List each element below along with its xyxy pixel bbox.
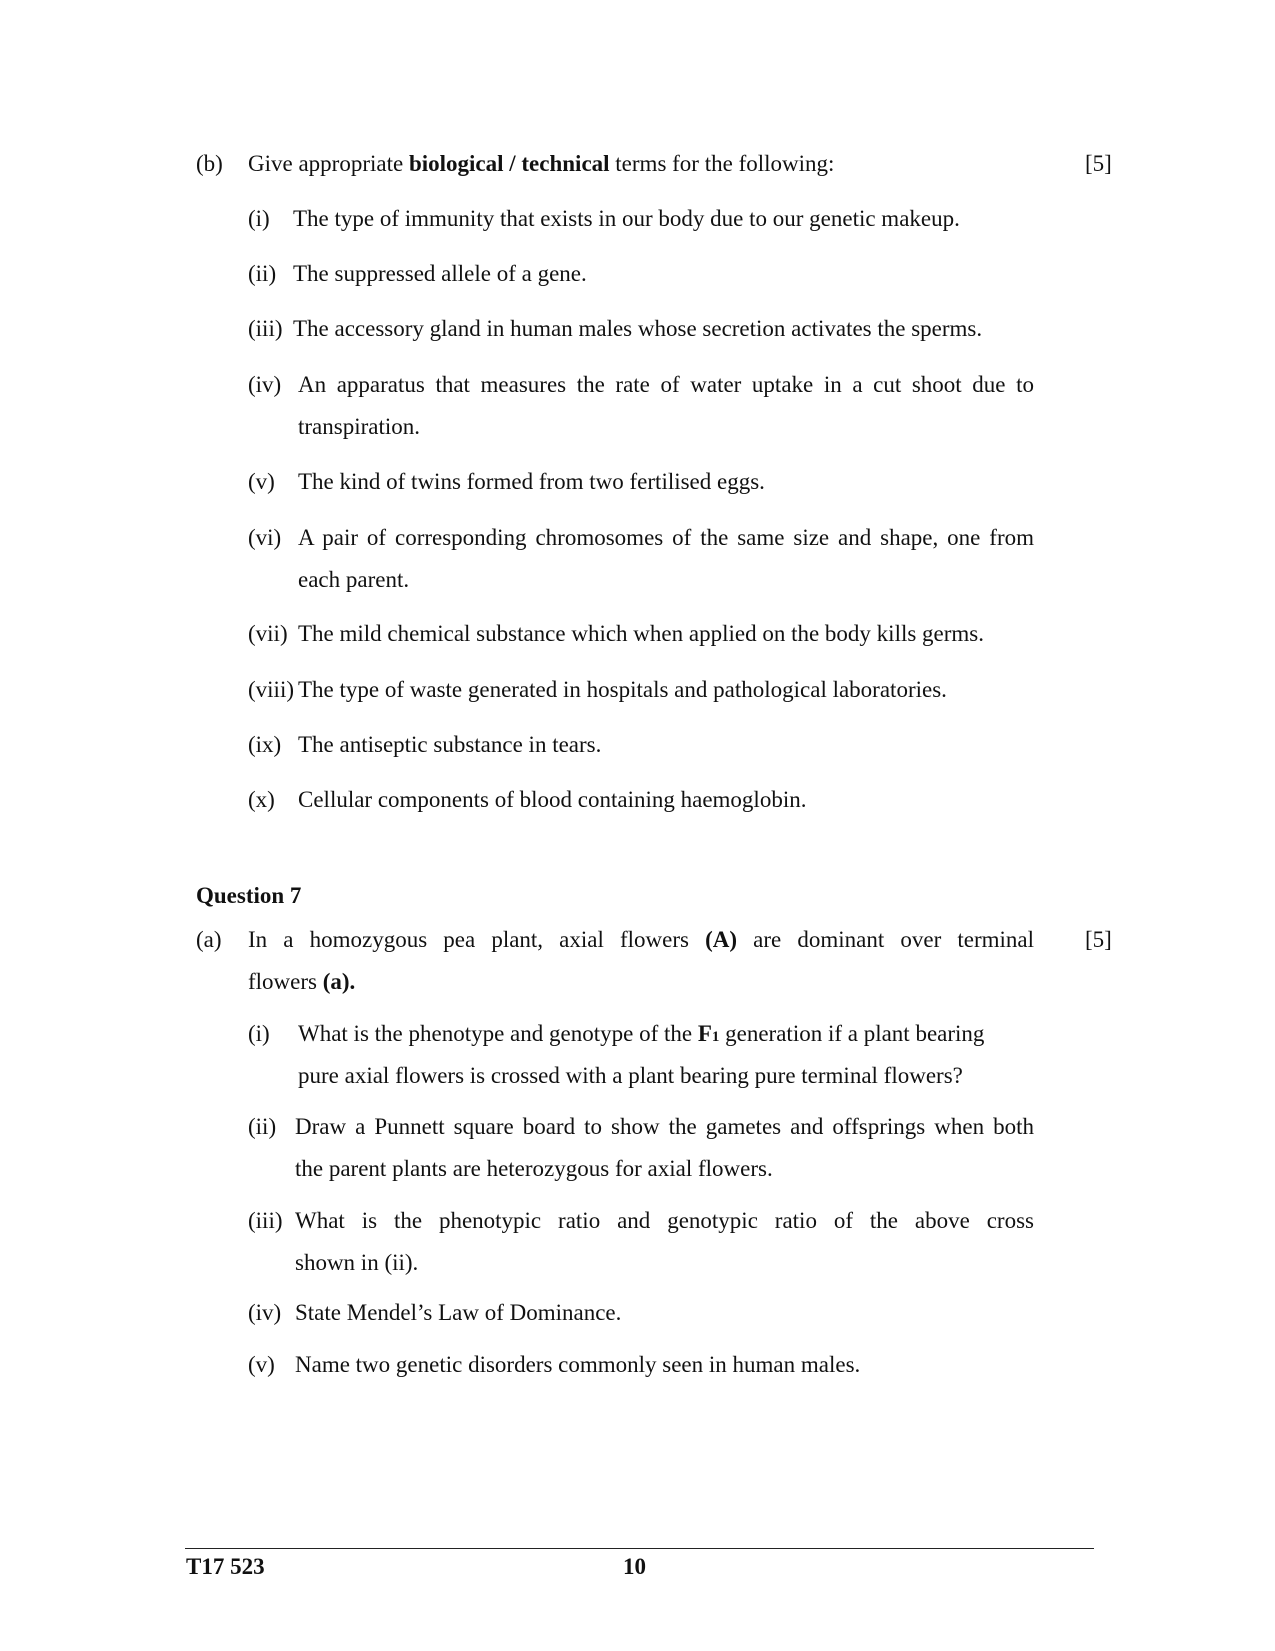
line1-bold: (A) — [705, 927, 738, 952]
b-item-text-cont: transpiration. — [298, 414, 420, 439]
b-item-num: (i) — [248, 206, 270, 231]
b-item-text: The kind of twins formed from two fertilised eggs. — [298, 469, 765, 494]
b-item-text: The accessory gland in human males whose secretion activates the sperms. — [293, 316, 983, 341]
a-item-text: State Mendel’s Law of Dominance. — [295, 1300, 622, 1325]
intro-bold: biological / technical — [408, 151, 610, 176]
part-a-marks: [5] — [1085, 927, 1112, 952]
intro-pre: Give appropriate — [248, 151, 404, 176]
b-item-text: A pair of corresponding chromosomes of the same size and shape, one from — [298, 525, 1034, 550]
b-item-num: (v) — [248, 469, 275, 494]
part-a-line2 — [248, 970, 355, 993]
a-item-num: (v) — [248, 1352, 275, 1377]
a-item-text — [298, 1022, 984, 1045]
b-item-text: The antiseptic substance in tears. — [298, 732, 602, 757]
page-number: 10 — [623, 1554, 646, 1579]
question-heading: Question 7 — [196, 883, 302, 908]
b-item-text: The suppressed allele of a gene. — [293, 261, 587, 286]
line1-b: are dominant over terminal — [753, 927, 1034, 952]
b-item-num: (vi) — [248, 525, 282, 550]
b-item-num: (iv) — [248, 372, 282, 397]
a-item-num: (i) — [248, 1021, 270, 1046]
a-item-bold — [698, 1021, 720, 1046]
part-a-line1 — [248, 928, 1034, 951]
b-item-num: (iii) — [248, 316, 283, 341]
part-b-marks: [5] — [1085, 151, 1112, 176]
a-item-text-cont: pure axial flowers is crossed with a plant bearing pure terminal flowers? — [298, 1063, 963, 1088]
a-item-text: Name two genetic disorders commonly seen in human males. — [295, 1352, 861, 1377]
a-item-text-cont: shown in (ii). — [295, 1250, 419, 1275]
b-item-num: (x) — [248, 787, 275, 812]
b-item-text: The type of waste generated in hospitals and pathological laboratories. — [298, 677, 947, 702]
footer-divider — [185, 1548, 1094, 1549]
a-item-num: (iii) — [248, 1208, 283, 1233]
line1-a: In a homozygous pea plant, axial flowers — [248, 927, 689, 952]
line2-a: flowers — [248, 969, 317, 994]
intro-post: terms for the following: — [615, 151, 835, 176]
a-item-text: Draw a Punnett square board to show the gametes and offsprings when both — [295, 1114, 1034, 1139]
f-letter: F — [697, 1021, 712, 1046]
b-item-text: Cellular components of blood containing haemoglobin. — [298, 787, 807, 812]
part-b-intro — [248, 152, 834, 175]
a-item-num: (iv) — [248, 1300, 282, 1325]
b-item-num: (ix) — [248, 732, 282, 757]
b-item-text: The mild chemical substance which when applied on the body kills germs. — [298, 621, 985, 646]
part-a-label: (a) — [196, 927, 222, 952]
part-b-label: (b) — [196, 151, 223, 176]
line2-bold: (a). — [322, 969, 356, 994]
a-item-text: What is the phenotypic ratio and genotypic ratio of the above cross — [295, 1208, 1034, 1233]
b-item-num: (vii) — [248, 621, 288, 646]
b-item-text: An apparatus that measures the rate of water uptake in a cut shoot due to — [298, 372, 1034, 397]
b-item-num: (ii) — [248, 261, 277, 286]
b-item-num: (viii) — [248, 677, 294, 702]
b-item-text-cont: each parent. — [298, 567, 410, 592]
f-subscript: 1 — [711, 1029, 720, 1045]
a-item-pre: What is the phenotype and genotype of the — [298, 1021, 693, 1046]
paper-code: T17 523 — [186, 1554, 265, 1579]
b-item-text: The type of immunity that exists in our body due to our genetic makeup. — [293, 206, 960, 231]
a-item-post: generation if a plant bearing — [725, 1021, 985, 1046]
a-item-num: (ii) — [248, 1114, 277, 1139]
a-item-text-cont: the parent plants are heterozygous for axial flowers. — [295, 1156, 773, 1181]
